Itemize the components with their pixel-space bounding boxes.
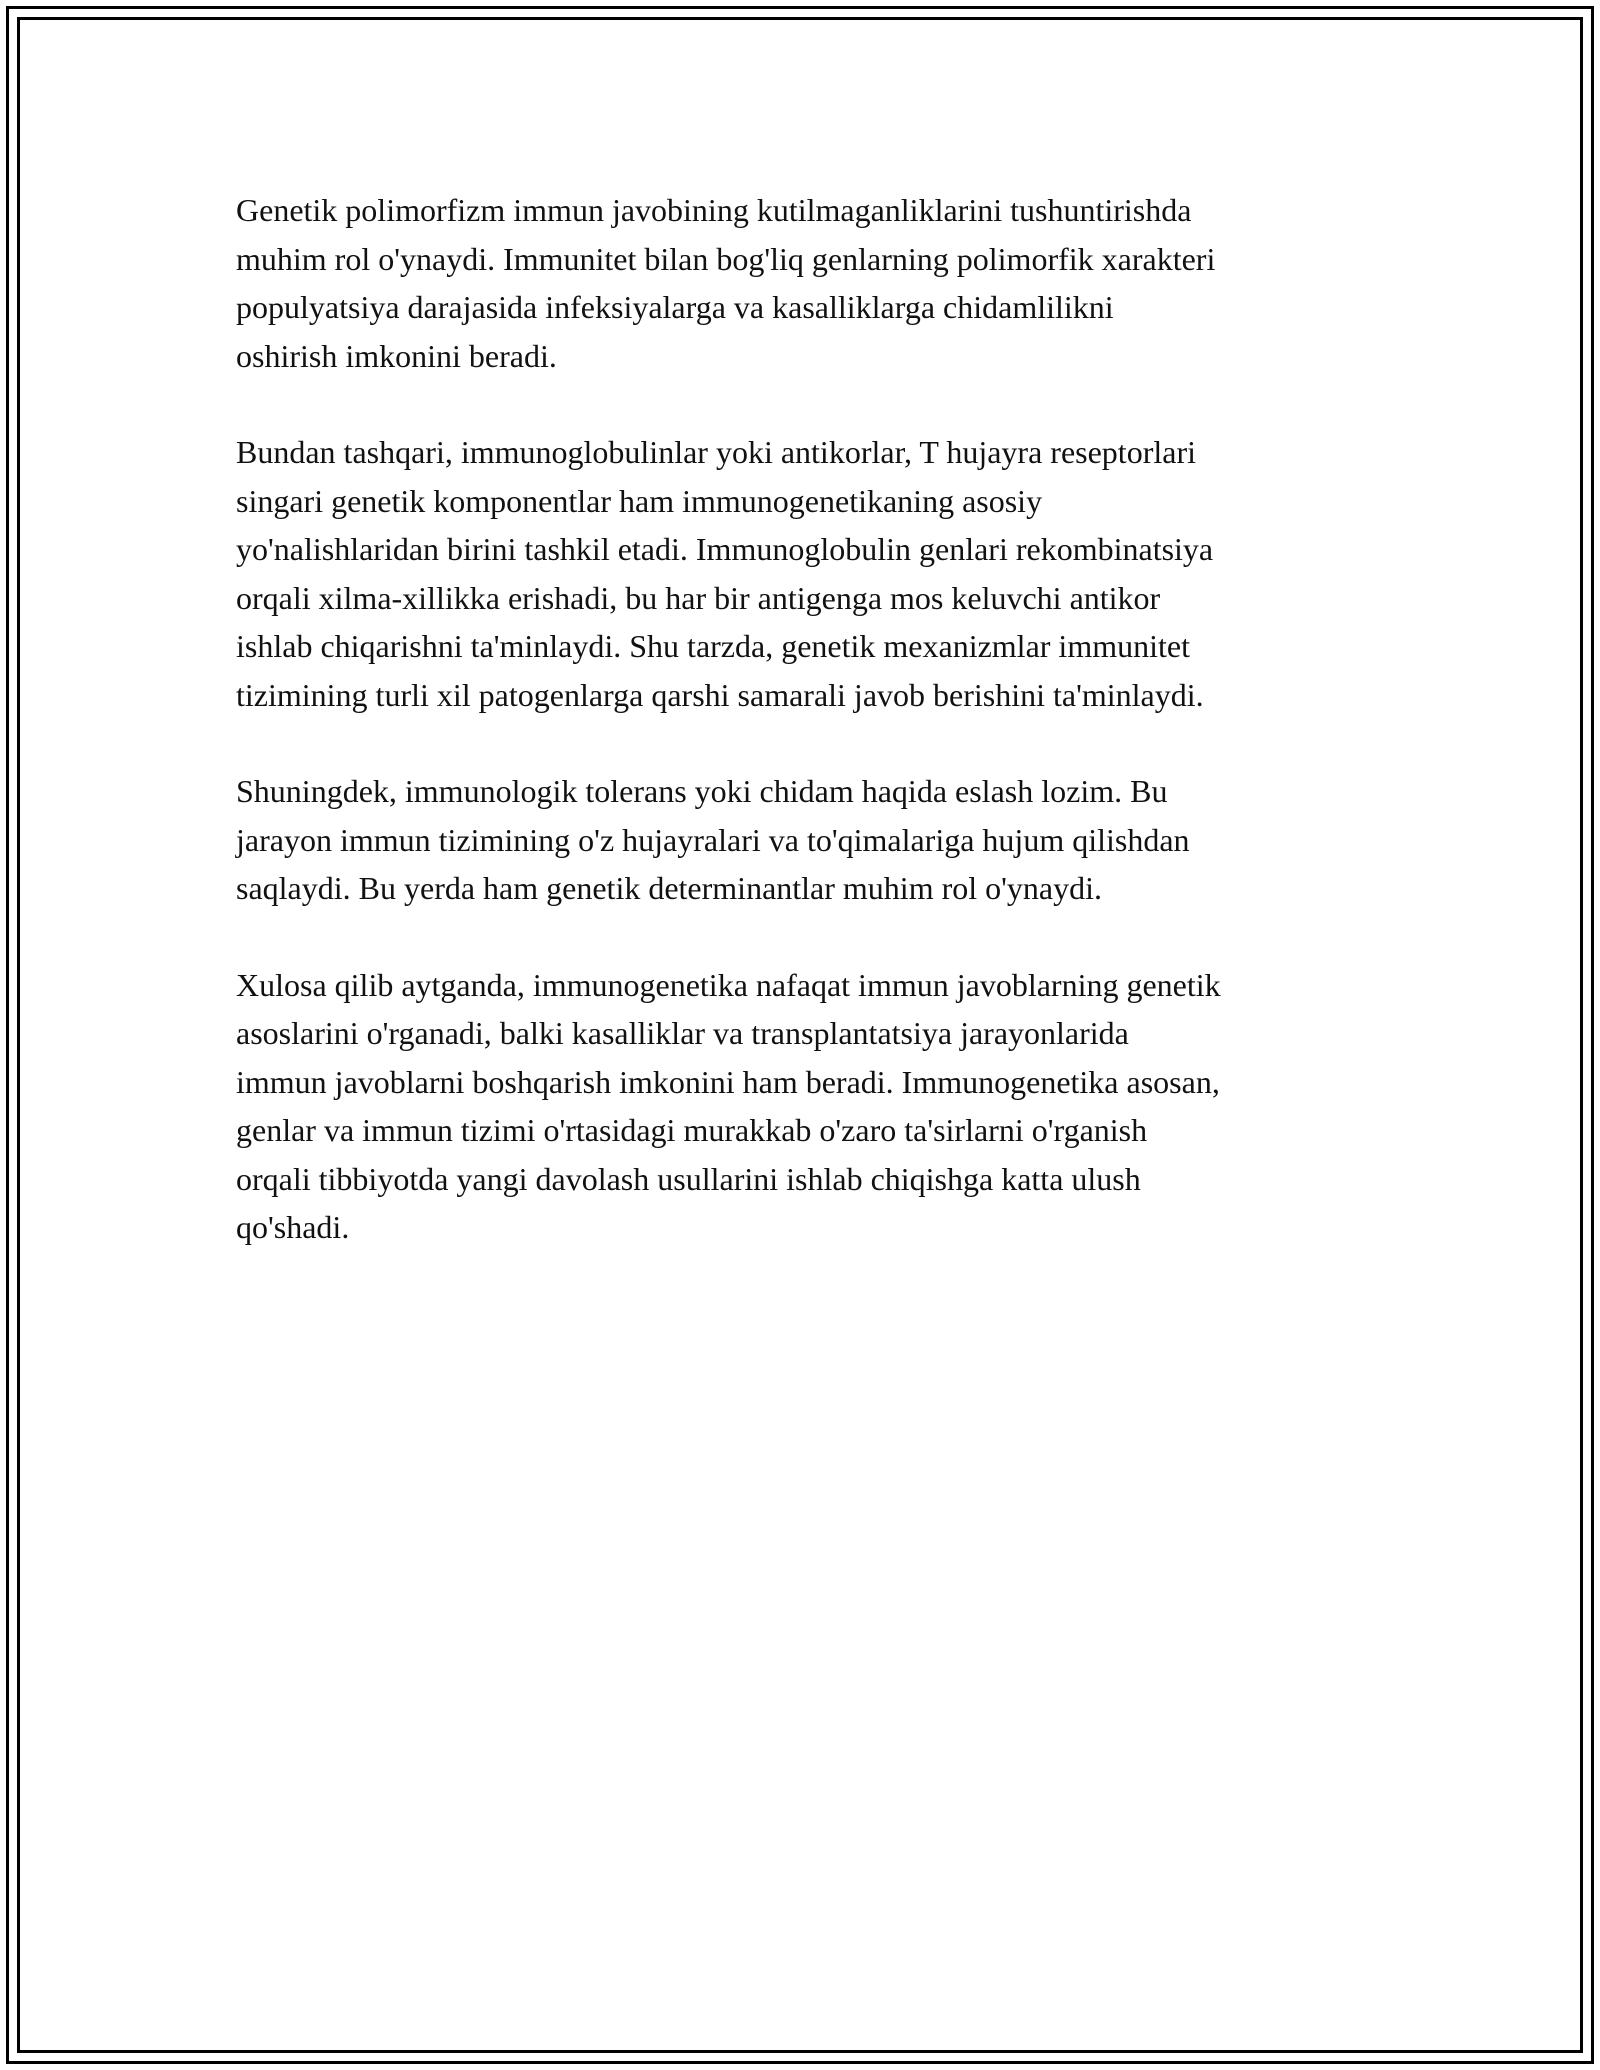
paragraph-genetic-polymorphism: Genetik polimorfizm immun javobining kutilmaganliklarini tushuntirishda muhim rol o'ynaydi. Immunitet bilan bog'liq genlarning polimorfik xarakteri populyatsiya darajasida infeksiyalarga va kasalliklarga chidamlilikni oshirish imkonini beradi. — [236, 192, 1216, 374]
document-body — [236, 186, 1386, 1300]
paragraph-conclusion: Xulosa qilib aytganda, immunogenetika nafaqat immun javoblarning genetik asoslarini o'rganadi, balki kasalliklar va transplantatsiya jarayonlarida immun javoblarni boshqarish imkonini ham beradi. Immunogenetika asosan, genlar va immun tizimi o'rtasidagi murakkab o'zaro ta'sirlarni o'rganish orqali tibbiyotda yangi davolash usullarini ishlab chiqishga katta ulush qo'shadi. — [236, 966, 1221, 1245]
paragraph-immunoglobulins: Bundan tashqari, immunoglobulinlar yoki antikorlar, T hujayra reseptorlari singari genetik komponentlar ham immunogenetikaning asosiy yo'nalishlaridan birini tashkil etadi. Immunoglobulin genlari rekombinatsiya orqali xilma-xillikka erishadi, bu har bir antigenga mos keluvchi antikor ishlab chiqarishni ta'minlaydi. Shu tarzda, genetik mexanizmlar immunitet tizimining turli xil patogenlarga qarshi samarali javob berishini ta'minlaydi. — [236, 434, 1214, 713]
paragraph-immunologic-tolerance: Shuningdek, immunologik tolerans yoki chidam haqida eslash lozim. Bu jarayon immun tizimining o'z hujayralari va to'qimalariga hujum qilishdan saqlaydi. Bu yerda ham genetik determinantlar muhim rol o'ynaydi. — [236, 773, 1190, 906]
